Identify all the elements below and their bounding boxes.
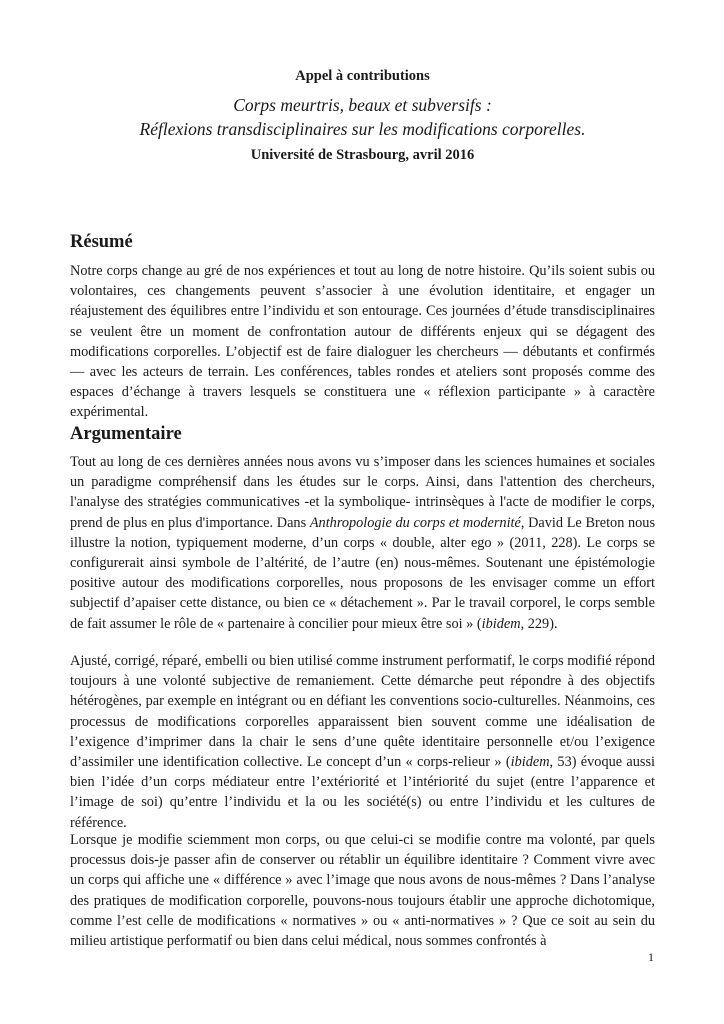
text-span: , 53) évoque aussi bien l’idée d’un corps médiateur entre l’extériorité et l’intériorité du sujet (entre l’apparence et l’image de soi) qu’entre l’individu et la ou les société(s) ou entre l’individu et les cultures de référence.	[70, 754, 656, 831]
title-line-2: Réflexions transdisciplinaires sur les modifications corporelles.	[139, 119, 586, 139]
book-title: Anthropologie du corps et modernité	[309, 514, 521, 531]
text-span: , 229).	[520, 615, 558, 632]
text-span: Tout au long de ces dernières années nous avons vu s’imposer dans les sciences humaines et sociales un paradigme compréhensif dans les études sur le corps. Ainsi, dans l'attention des chercheurs, l'analyse des stratégies communicatives -et la symbolique- intrinsèques à l'acte de modifier le corps, prend de plus en plus d'importance. Dans	[70, 454, 655, 531]
university-date: Université de Strasbourg, avril 2016	[250, 147, 475, 163]
text-span: Ajusté, corrigé, réparé, embelli ou bien utilisé comme instrument performatif, le corps modifié répond toujours à une volonté subjective de remaniement. Cette démarche peut répondre à des objectifs hétérogènes, par exemple en intégrant ou en défiant les conventions socio-culturelles. Néanmoins, ces processus de modifications corporelles apparaissent bien souvent comme une idéalisation de l’exigence d’imprimer dans la chair le sens d’une quête identitaire personnelle et/ou l’exigence d’assimiler une identification collective. Le concept d’un « corps-relieur » (	[70, 653, 655, 771]
resume-paragraph: Notre corps change au gré de nos expériences et tout au long de notre histoire. Qu’ils soient subis ou volontaires, ces changements peuvent s’associer à une évolution identitaire, et engager un réajustement des équilibres entre l’individu et son entourage. Ces journées d’étude transdisciplinaires se veulent être un moment de confrontation autour de différents enjeux qui se dégagent des modifications corporelles. L’objectif est de faire dialoguer les chercheurs — débutants et confirmés — avec les acteurs de terrain. Les conférences, tables rondes et ateliers sont proposés comme des espaces d’échange à travers lesquels se constituera une « réflexion participante » à caractère expérimental.	[70, 263, 655, 421]
argumentaire-paragraph-2	[70, 651, 655, 833]
argumentaire-paragraph-3: Lorsque je modifie sciemment mon corps, ou que celui-ci se modifie contre ma volonté, par quels processus dois-je passer afin de conserver ou rétablir un équilibre identitaire ? Comment vivre avec un corps qui affiche une « différence » avec l’image que nous avons de nous-mêmes ? Dans l’analyse des pratiques de modification corporelle, pouvons-nous toujours établir une approche dichotomique, comme l’est celle de modifications « normatives » ou « anti-normatives » ? Que ce soit au sein du milieu artistique performatif ou bien dans celui médical, nous sommes confrontés à	[70, 832, 655, 950]
title-line-1: Corps meurtris, beaux et subversifs :	[233, 95, 492, 115]
citation-ibidem: ibidem	[510, 754, 550, 771]
call-for-papers-label: Appel à contributions	[295, 68, 430, 84]
resume-heading: Résumé	[70, 232, 133, 252]
text-span: , David Le Breton nous illustre la notion, typiquement moderne, d’un corps « double, alter ego » (2011, 228). Le corps se configurerait ainsi symbole de l’altérité, de l’autre (en) nous-mêmes. Soutenant une épistémologie positive autour des modifications corporelles, nous proposons de les envisager comme un effort subjectif d’apaiser cette distance, ou bien ce « détachement ». Par le travail corporel, le corps semble de fait assumer le rôle de « partenaire à concilier pour mieux être soi » (	[70, 514, 656, 632]
citation-ibidem: ibidem	[481, 615, 521, 632]
page-number: 1	[648, 950, 654, 964]
argumentaire-paragraph-1	[70, 452, 655, 634]
argumentaire-heading: Argumentaire	[70, 424, 182, 444]
